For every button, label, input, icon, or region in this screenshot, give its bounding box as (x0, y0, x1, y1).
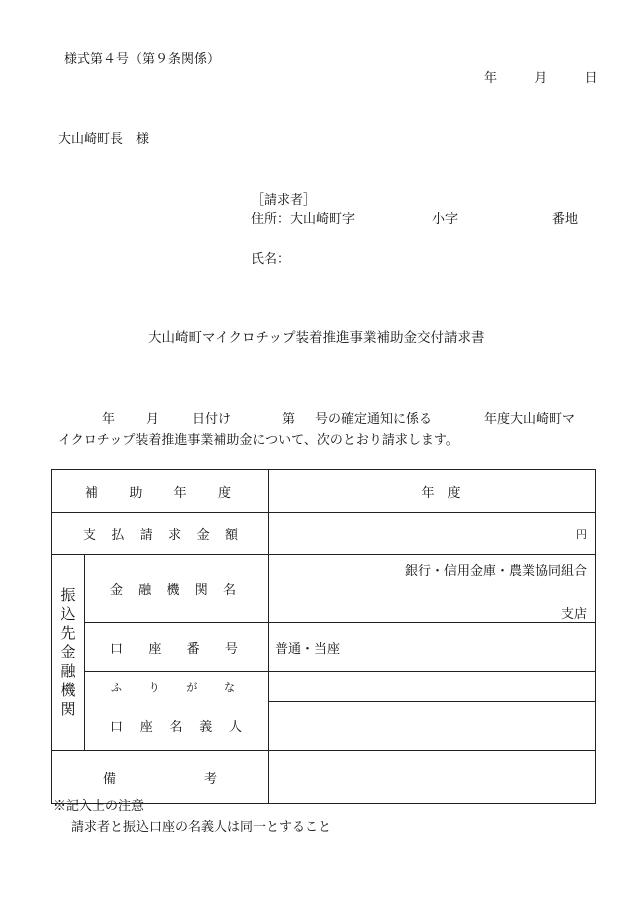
furigana-label-cell: ふ り が な (85, 672, 269, 702)
transfer-group-label: 振 込 先 金 融 機 関 (52, 555, 85, 751)
account-holder-row (52, 702, 596, 751)
bank-name-input[interactable] (269, 555, 596, 623)
date-month: 月 (534, 71, 548, 86)
requester-koaza: 小字 (432, 212, 459, 227)
account-type: 普通・当座 (275, 641, 341, 657)
fiscal-year-label-cell: 補 助 年 度 (52, 470, 269, 513)
body-line1-month: 月 (146, 412, 160, 427)
notes-heading: ※記入上の注意 (53, 799, 145, 814)
body-line1-number-prefix: 第 (282, 412, 296, 427)
fiscal-year-row (52, 470, 596, 513)
bank-name-label-cell: 金 融 機 関 名 (85, 555, 269, 623)
bank-name-row (52, 555, 596, 623)
remarks-input[interactable] (269, 751, 596, 804)
fiscal-year-input[interactable]: 年 度 (269, 470, 596, 513)
body-line2: イクロチップ装着推進事業補助金について、次のとおり請求します。 (58, 433, 459, 448)
date-year: 年 (484, 71, 498, 86)
notes-item: 請求者と振込口座の名義人は同一とすること (71, 820, 332, 835)
form-number: 様式第４号（第９条関係） (64, 52, 221, 67)
amount-input[interactable] (269, 513, 596, 555)
requester-name-label: 氏名： (251, 252, 291, 267)
requester-address-label: 住所：大山崎町字 (251, 212, 356, 227)
amount-row (52, 513, 596, 555)
account-holder-input[interactable] (269, 702, 596, 751)
amount-label-cell: 支 払 請 求 金 額 (52, 513, 269, 555)
date-day: 日 (584, 71, 598, 86)
remarks-row (52, 751, 596, 804)
account-number-row (52, 623, 596, 672)
body-line1-fiscal-year: 年度大山崎町マ (484, 412, 576, 427)
date-line (484, 72, 598, 85)
remarks-label-cell: 備 考 (52, 751, 269, 804)
account-holder-label-cell: 口 座 名 義 人 (85, 702, 269, 751)
body-line1-notice: 号の確定通知に係る (315, 412, 433, 427)
account-number-label-cell: 口 座 番 号 (85, 623, 269, 672)
account-number-input[interactable] (269, 623, 596, 672)
furigana-row (52, 672, 596, 702)
body-line1-year: 年 (102, 412, 116, 427)
requester-heading: ［請求者］ (251, 193, 317, 208)
requester-banchi: 番地 (552, 212, 579, 227)
addressee: 大山崎町長 様 (58, 132, 150, 147)
bank-types: 銀行・信用金庫・農業協同組合 (404, 564, 587, 579)
request-form-table (51, 469, 596, 804)
yen-unit: 円 (576, 527, 587, 541)
branch-label: 支店 (560, 607, 587, 622)
document-title: 大山崎町マイクロチップ装着推進事業補助金交付請求書 (148, 330, 485, 346)
furigana-input[interactable] (269, 672, 596, 702)
body-line1-date-of: 日付け (192, 412, 232, 427)
